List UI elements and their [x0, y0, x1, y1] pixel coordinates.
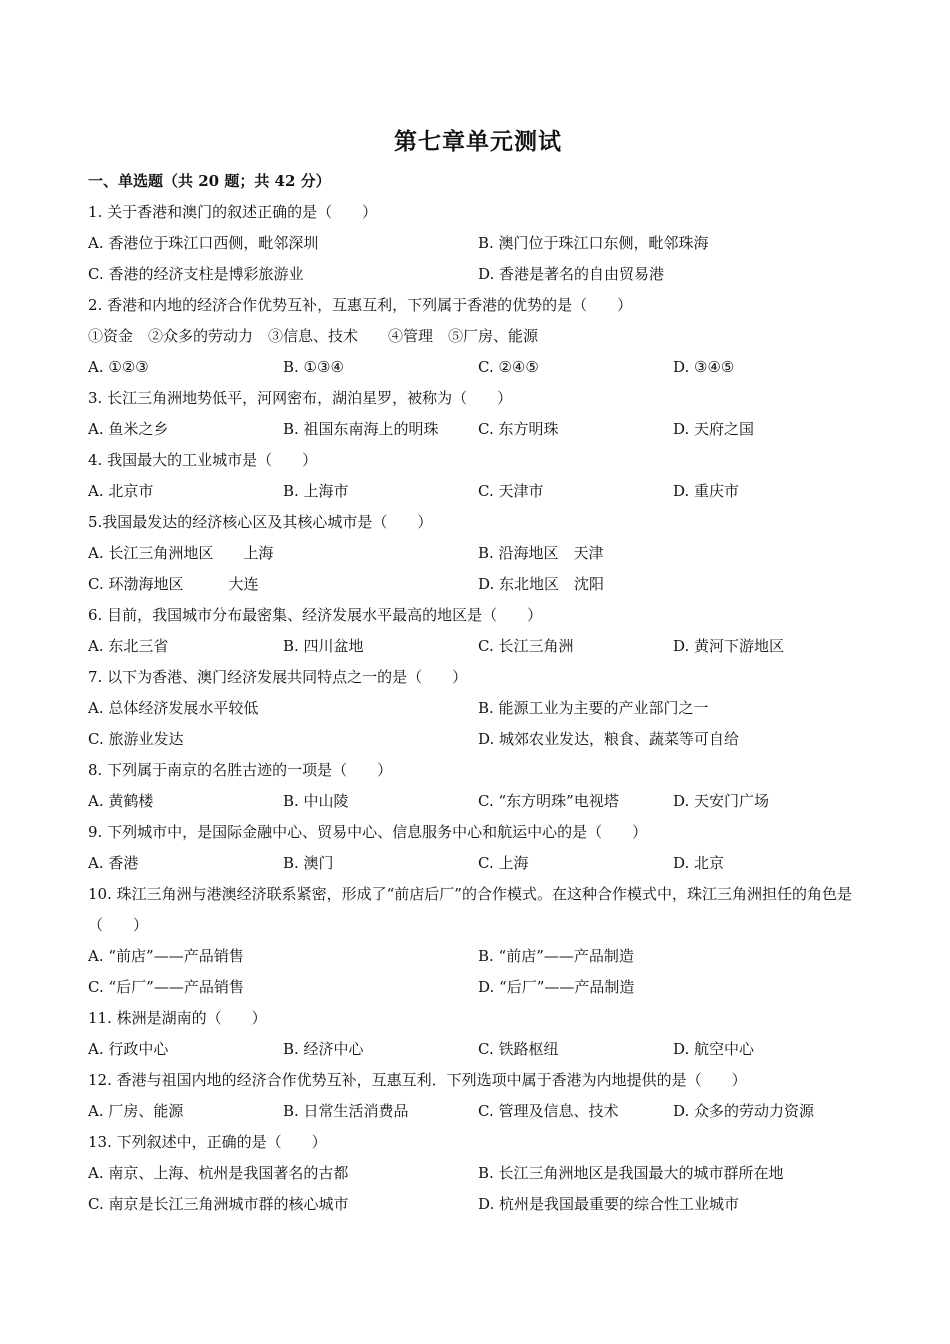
option-d: D. “后厂”——产品制造	[478, 978, 635, 996]
option-c: C. “东方明珠”电视塔	[478, 792, 619, 810]
question-stem: 2. 香港和内地的经济合作优势互补，互惠互利，下列属于香港的优势的是（ ）	[88, 296, 633, 314]
option-b: B. 经济中心	[283, 1040, 364, 1058]
option-c: C. 管理及信息、技术	[478, 1102, 619, 1120]
option-row	[88, 1034, 868, 1065]
question-stem: 13. 下列叙述中，正确的是（ ）	[88, 1133, 327, 1151]
option-c: C. 环渤海地区 大连	[88, 575, 259, 593]
option-row	[88, 476, 868, 507]
option-row	[88, 1158, 868, 1189]
option-b: B. 上海市	[283, 482, 349, 500]
question-stem: 8. 下列属于南京的名胜古迹的一项是（ ）	[88, 761, 393, 779]
option-row	[88, 1189, 868, 1220]
option-c: C. 南京是长江三角洲城市群的核心城市	[88, 1195, 349, 1213]
option-d: D. 东北地区 沈阳	[478, 575, 605, 593]
option-b: B. 长江三角洲地区是我国最大的城市群所在地	[478, 1164, 784, 1182]
question-stem: 4. 我国最大的工业城市是（ ）	[88, 451, 318, 469]
question-stem: 6. 目前，我国城市分布最密集、经济发展水平最高的地区是（ ）	[88, 606, 543, 624]
option-c: C. 长江三角洲	[478, 637, 574, 655]
option-row	[88, 693, 868, 724]
option-c: C. 旅游业发达	[88, 730, 184, 748]
option-d: D. 黄河下游地区	[673, 637, 785, 655]
question-stem: 11. 株洲是湖南的（ ）	[88, 1009, 267, 1027]
option-d: D. 天府之国	[673, 420, 755, 438]
option-a: A. 南京、上海、杭州是我国著名的古都	[88, 1164, 349, 1182]
option-row	[88, 972, 868, 1003]
option-c: C. 上海	[478, 854, 529, 872]
option-d: D. 北京	[673, 854, 725, 872]
option-a: A. 北京市	[88, 482, 154, 500]
option-row	[88, 538, 868, 569]
option-c: C. 香港的经济支柱是博彩旅游业	[88, 265, 304, 283]
option-b: B. ①③④	[283, 358, 344, 376]
option-b: B. “前店”——产品制造	[478, 947, 634, 965]
option-a: A. 黄鹤楼	[88, 792, 154, 810]
option-b: B. 能源工业为主要的产业部门之一	[478, 699, 709, 717]
question-stem: 12. 香港与祖国内地的经济合作优势互补，互惠互利．下列选项中属于香港为内地提供的是（ ）	[88, 1071, 747, 1089]
option-d: D. 航空中心	[673, 1040, 755, 1058]
option-d: D. 香港是著名的自由贸易港	[478, 265, 665, 283]
exam-page	[88, 122, 868, 1220]
option-a: A. 香港	[88, 854, 139, 872]
page-title: 第七章单元测试	[394, 128, 562, 155]
option-d: D. 众多的劳动力资源	[673, 1102, 815, 1120]
option-row	[88, 259, 868, 290]
option-a: A. 香港位于珠江口西侧，毗邻深圳	[88, 234, 319, 252]
option-row	[88, 786, 868, 817]
option-d: D. 重庆市	[673, 482, 740, 500]
question-stem: 1. 关于香港和澳门的叙述正确的是（ ）	[88, 203, 378, 221]
question-stem: 5.我国最发达的经济核心区及其核心城市是（ ）	[88, 513, 433, 531]
option-c: C. “后厂”——产品销售	[88, 978, 244, 996]
option-c: C. ②④⑤	[478, 358, 539, 376]
option-row	[88, 228, 868, 259]
option-a: A. 总体经济发展水平较低	[88, 699, 259, 717]
option-row	[88, 631, 868, 662]
option-c: C. 东方明珠	[478, 420, 559, 438]
question-stem: 3. 长江三角洲地势低平，河网密布，湖泊星罗，被称为（ ）	[88, 389, 513, 407]
option-b: B. 澳门位于珠江口东侧，毗邻珠海	[478, 234, 709, 252]
option-c: C. 铁路枢纽	[478, 1040, 559, 1058]
option-d: D. 杭州是我国最重要的综合性工业城市	[478, 1195, 740, 1213]
option-row	[88, 1096, 868, 1127]
option-a: A. 行政中心	[88, 1040, 169, 1058]
option-b: B. 祖国东南海上的明珠	[283, 420, 439, 438]
option-row	[88, 724, 868, 755]
option-row	[88, 848, 868, 879]
question-extra: ①资金 ②众多的劳动力 ③信息、技术 ④管理 ⑤厂房、能源	[88, 327, 539, 345]
option-b: B. 中山陵	[283, 792, 349, 810]
option-d: D. 城郊农业发达，粮食、蔬菜等可自给	[478, 730, 740, 748]
option-a: A. ①②③	[88, 358, 149, 376]
option-d: D. 天安门广场	[673, 792, 770, 810]
option-a: A. 厂房、能源	[88, 1102, 184, 1120]
option-d: D. ③④⑤	[673, 358, 735, 376]
option-c: C. 天津市	[478, 482, 544, 500]
question-stem: 7. 以下为香港、澳门经济发展共同特点之一的是（ ）	[88, 668, 468, 686]
option-a: A. 东北三省	[88, 637, 169, 655]
question-stem: 10. 珠江三角洲与港澳经济联系紧密，形成了“前店后厂”的合作模式。在这种合作模式中，珠江三角洲担任的角色是（ ）	[88, 885, 852, 934]
option-b: B. 澳门	[283, 854, 334, 872]
option-b: B. 日常生活消费品	[283, 1102, 409, 1120]
option-row	[88, 352, 868, 383]
option-a: A. 鱼米之乡	[88, 420, 169, 438]
question-stem: 9. 下列城市中，是国际金融中心、贸易中心、信息服务中心和航运中心的是（ ）	[88, 823, 648, 841]
option-row	[88, 941, 868, 972]
section-heading: 一、单选题（共 20 题；共 42 分）	[88, 172, 331, 190]
option-a: A. 长江三角洲地区 上海	[88, 544, 274, 562]
option-row	[88, 414, 868, 445]
option-row	[88, 569, 868, 600]
option-b: B. 沿海地区 天津	[478, 544, 604, 562]
option-b: B. 四川盆地	[283, 637, 364, 655]
option-a: A. “前店”——产品销售	[88, 947, 244, 965]
